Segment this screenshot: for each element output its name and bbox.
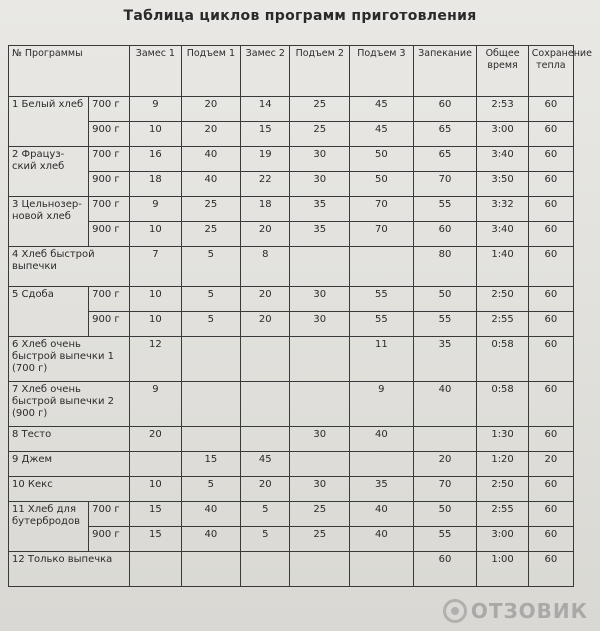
value-cell: 70: [413, 477, 477, 502]
value-cell: 25: [290, 527, 350, 552]
weight-cell: 900 г: [89, 312, 130, 337]
program-name: 8 Тесто: [9, 427, 130, 452]
value-cell: 60: [528, 287, 573, 312]
value-cell: 20: [528, 452, 573, 477]
value-cell: 45: [350, 122, 414, 147]
value-cell: 3:00: [477, 122, 528, 147]
value-cell: 20: [241, 222, 290, 247]
value-cell: 60: [528, 222, 573, 247]
value-cell: 50: [413, 287, 477, 312]
value-cell: 40: [181, 172, 241, 197]
program-name: 6 Хлеб очень быстрой выпечки 1 (700 г): [9, 337, 130, 382]
value-cell: [413, 427, 477, 452]
value-cell: 0:58: [477, 337, 528, 382]
value-cell: 10: [130, 477, 181, 502]
value-cell: 35: [290, 222, 350, 247]
value-cell: 20: [181, 97, 241, 122]
value-cell: [241, 337, 290, 382]
value-cell: 60: [528, 147, 573, 172]
header-knead-2: Замес 2: [241, 46, 290, 97]
program-name: 12 Только выпечка: [9, 552, 130, 587]
value-cell: 16: [130, 147, 181, 172]
table-row: [9, 247, 574, 287]
value-cell: 60: [528, 197, 573, 222]
value-cell: 5: [181, 287, 241, 312]
value-cell: 25: [290, 122, 350, 147]
value-cell: 40: [181, 147, 241, 172]
value-cell: 50: [413, 502, 477, 527]
value-cell: [350, 247, 414, 287]
value-cell: 10: [130, 122, 181, 147]
value-cell: 9: [130, 97, 181, 122]
weight-cell: 900 г: [89, 222, 130, 247]
value-cell: [290, 382, 350, 427]
value-cell: 20: [413, 452, 477, 477]
header-keep-warm: Сохранение тепла: [528, 46, 573, 97]
header-row: [9, 46, 574, 97]
value-cell: 60: [528, 382, 573, 427]
value-cell: 45: [241, 452, 290, 477]
value-cell: 40: [350, 527, 414, 552]
program-name: 9 Джем: [9, 452, 130, 477]
value-cell: 60: [528, 527, 573, 552]
program-cycles-table: [8, 45, 592, 587]
value-cell: 30: [290, 287, 350, 312]
header-knead-1: Замес 1: [130, 46, 181, 97]
value-cell: 25: [290, 97, 350, 122]
value-cell: 5: [181, 312, 241, 337]
value-cell: 19: [241, 147, 290, 172]
value-cell: [241, 382, 290, 427]
value-cell: 65: [413, 122, 477, 147]
value-cell: 1:00: [477, 552, 528, 587]
value-cell: 60: [528, 247, 573, 287]
value-cell: 3:40: [477, 147, 528, 172]
program-name: 10 Кекс: [9, 477, 130, 502]
table-row: [9, 97, 574, 122]
table-row: [9, 172, 574, 197]
value-cell: 80: [413, 247, 477, 287]
table-row: [9, 287, 574, 312]
program-name: 11 Хлеб для бутербродов: [9, 502, 89, 552]
value-cell: 2:55: [477, 502, 528, 527]
header-rise-2: Подъем 2: [290, 46, 350, 97]
value-cell: 60: [528, 122, 573, 147]
header-baking: Запекание: [413, 46, 477, 97]
table-row: [9, 427, 574, 452]
weight-cell: 900 г: [89, 172, 130, 197]
value-cell: 30: [290, 147, 350, 172]
value-cell: 2:50: [477, 477, 528, 502]
value-cell: 45: [350, 97, 414, 122]
value-cell: 15: [130, 502, 181, 527]
value-cell: 55: [413, 527, 477, 552]
value-cell: 3:32: [477, 197, 528, 222]
value-cell: 9: [130, 197, 181, 222]
value-cell: 40: [413, 382, 477, 427]
value-cell: [350, 552, 414, 587]
value-cell: 2:53: [477, 97, 528, 122]
table-row: [9, 477, 574, 502]
value-cell: 15: [130, 527, 181, 552]
value-cell: [130, 552, 181, 587]
weight-cell: 700 г: [89, 197, 130, 222]
value-cell: [290, 337, 350, 382]
weight-cell: 700 г: [89, 97, 130, 122]
program-name: 7 Хлеб очень быстрой выпечки 2 (900 г): [9, 382, 130, 427]
value-cell: 60: [528, 97, 573, 122]
value-cell: [290, 452, 350, 477]
value-cell: 3:50: [477, 172, 528, 197]
value-cell: 55: [350, 287, 414, 312]
value-cell: 10: [130, 312, 181, 337]
value-cell: [181, 427, 241, 452]
value-cell: [181, 382, 241, 427]
value-cell: 35: [290, 197, 350, 222]
value-cell: 7: [130, 247, 181, 287]
value-cell: [241, 427, 290, 452]
value-cell: 9: [130, 382, 181, 427]
value-cell: 5: [181, 247, 241, 287]
value-cell: 60: [528, 312, 573, 337]
table-row: [9, 222, 574, 247]
value-cell: 18: [130, 172, 181, 197]
value-cell: [350, 452, 414, 477]
value-cell: 15: [241, 122, 290, 147]
value-cell: 25: [181, 197, 241, 222]
value-cell: 50: [350, 172, 414, 197]
header-total-time: Общее время: [477, 46, 528, 97]
header-rise-3: Подъем 3: [350, 46, 414, 97]
value-cell: 22: [241, 172, 290, 197]
value-cell: 55: [350, 312, 414, 337]
value-cell: 35: [413, 337, 477, 382]
value-cell: 60: [528, 502, 573, 527]
value-cell: 2:50: [477, 287, 528, 312]
weight-cell: 700 г: [89, 502, 130, 527]
value-cell: 11: [350, 337, 414, 382]
value-cell: 40: [350, 502, 414, 527]
table-row: [9, 502, 574, 527]
value-cell: 65: [413, 147, 477, 172]
value-cell: 10: [130, 222, 181, 247]
value-cell: [290, 552, 350, 587]
weight-cell: 900 г: [89, 527, 130, 552]
value-cell: 60: [528, 427, 573, 452]
table-row: [9, 552, 574, 587]
value-cell: 30: [290, 477, 350, 502]
weight-cell: 700 г: [89, 287, 130, 312]
header-program: № Программы: [9, 46, 130, 97]
value-cell: 5: [241, 527, 290, 552]
value-cell: 25: [290, 502, 350, 527]
value-cell: 40: [181, 502, 241, 527]
value-cell: 40: [350, 427, 414, 452]
program-name: 2 Фрацуз-ский хлеб: [9, 147, 89, 197]
value-cell: 9: [350, 382, 414, 427]
value-cell: 40: [181, 527, 241, 552]
value-cell: [181, 337, 241, 382]
value-cell: 70: [350, 197, 414, 222]
weight-cell: 900 г: [89, 122, 130, 147]
program-name: 4 Хлеб быстрой выпечки: [9, 247, 130, 287]
value-cell: 60: [528, 477, 573, 502]
value-cell: 30: [290, 427, 350, 452]
value-cell: 3:40: [477, 222, 528, 247]
value-cell: [241, 552, 290, 587]
value-cell: 1:30: [477, 427, 528, 452]
value-cell: 20: [130, 427, 181, 452]
table-row: [9, 527, 574, 552]
value-cell: [290, 247, 350, 287]
value-cell: 60: [413, 552, 477, 587]
value-cell: 5: [181, 477, 241, 502]
value-cell: 1:20: [477, 452, 528, 477]
value-cell: 60: [528, 172, 573, 197]
table-row: [9, 122, 574, 147]
value-cell: 20: [241, 287, 290, 312]
value-cell: 3:00: [477, 527, 528, 552]
value-cell: 1:40: [477, 247, 528, 287]
value-cell: 60: [528, 552, 573, 587]
value-cell: 30: [290, 312, 350, 337]
value-cell: 20: [181, 122, 241, 147]
value-cell: 70: [413, 172, 477, 197]
otzovik-logo-icon: [443, 599, 467, 623]
value-cell: 18: [241, 197, 290, 222]
table-title: Таблица циклов программ приготовления: [123, 8, 477, 24]
program-name: 1 Белый хлеб: [9, 97, 89, 147]
value-cell: 60: [413, 97, 477, 122]
table-row: [9, 147, 574, 172]
table-row: [9, 452, 574, 477]
value-cell: 5: [241, 502, 290, 527]
value-cell: 25: [181, 222, 241, 247]
value-cell: 30: [290, 172, 350, 197]
value-cell: 35: [350, 477, 414, 502]
table-row: [9, 337, 574, 382]
table-row: [9, 197, 574, 222]
value-cell: 14: [241, 97, 290, 122]
value-cell: 15: [181, 452, 241, 477]
value-cell: 8: [241, 247, 290, 287]
value-cell: 55: [413, 197, 477, 222]
program-name: 5 Сдоба: [9, 287, 89, 337]
value-cell: 20: [241, 312, 290, 337]
value-cell: 12: [130, 337, 181, 382]
value-cell: 10: [130, 287, 181, 312]
value-cell: 50: [350, 147, 414, 172]
value-cell: 0:58: [477, 382, 528, 427]
value-cell: [130, 452, 181, 477]
watermark-text: ОТЗОВИК: [470, 599, 588, 623]
table-row: [9, 312, 574, 337]
value-cell: 70: [350, 222, 414, 247]
value-cell: 55: [413, 312, 477, 337]
table-row: [9, 382, 574, 427]
value-cell: 2:55: [477, 312, 528, 337]
program-name: 3 Цельнозер-новой хлеб: [9, 197, 89, 247]
value-cell: [181, 552, 241, 587]
header-rise-1: Подъем 1: [181, 46, 241, 97]
value-cell: 60: [413, 222, 477, 247]
value-cell: 20: [241, 477, 290, 502]
otzovik-watermark: [443, 599, 588, 623]
weight-cell: 700 г: [89, 147, 130, 172]
value-cell: 60: [528, 337, 573, 382]
